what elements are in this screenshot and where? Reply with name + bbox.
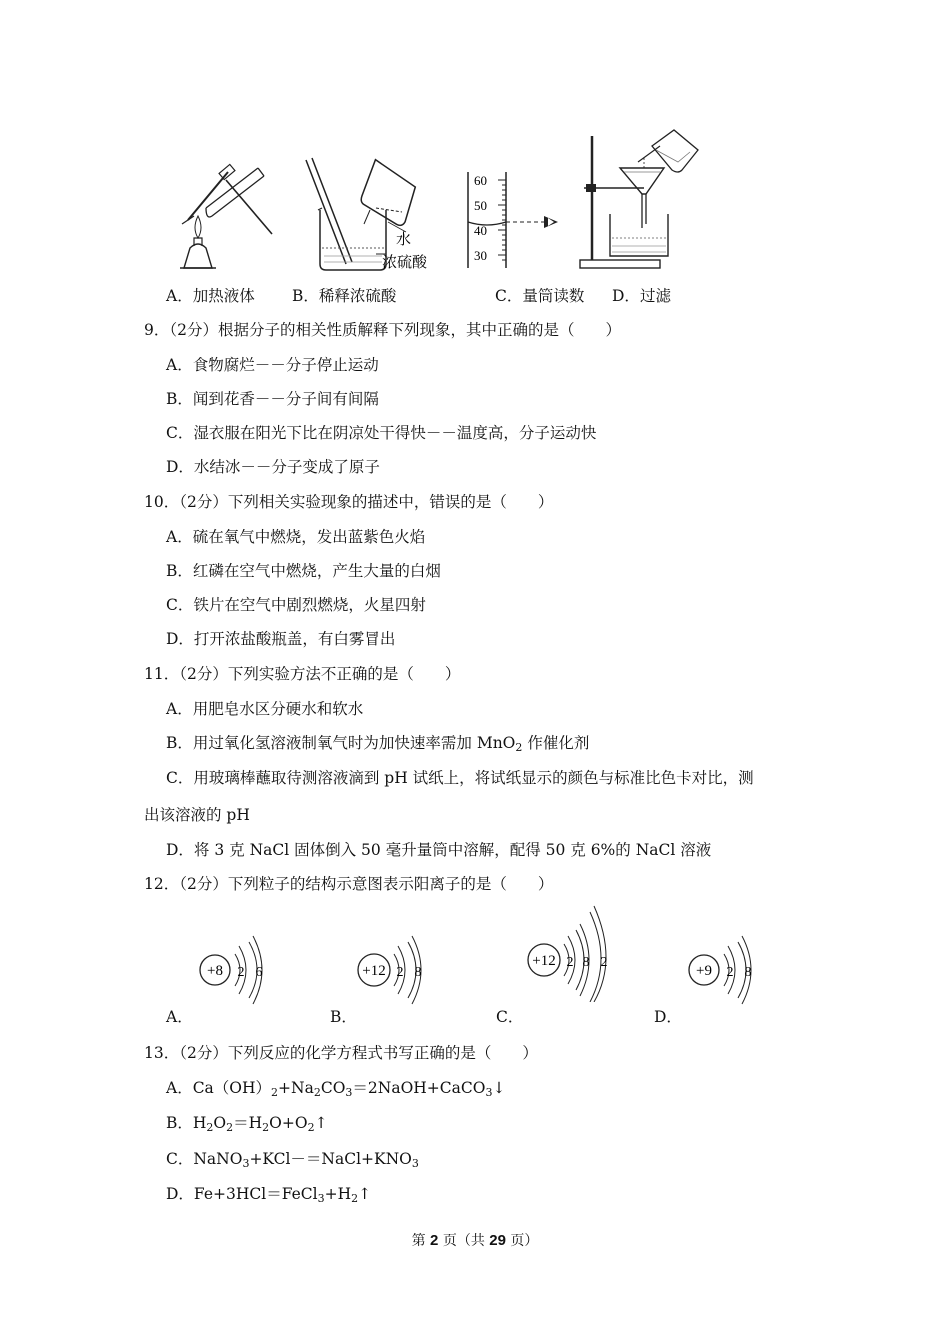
atom-c-shell-2: 8 [582, 955, 590, 970]
atom-b-shell-1: 2 [396, 965, 404, 980]
atom-b-shell-2: 8 [414, 965, 422, 980]
question-13-option-d: D．$Fe+3HCl=FeCl_3+H_2↑$ [166, 1185, 372, 1205]
figure-label-a: A．加热液体 [166, 287, 255, 305]
atom-diagram-a [195, 930, 275, 1010]
q8-figure-c-cylinder-reading [462, 168, 572, 273]
figure-label-d: D．过滤 [612, 287, 671, 305]
cylinder-tick-30: 30 [474, 248, 487, 263]
atom-label-b: B． [330, 1008, 357, 1026]
question-13-option-a: A．$Ca(OH)_2+Na_2CO_3=2NaOH+CaCO_3↓$ [166, 1079, 506, 1099]
question-9-stem: 9．（2分）根据分子的相关性质解释下列现象，其中正确的是（ ） [144, 321, 621, 339]
atom-a-shell-2: 6 [255, 965, 263, 980]
question-10-option-d: D．打开浓盐酸瓶盖，有白雾冒出 [166, 630, 396, 648]
question-9-option-d: D．水结冰－－分子变成了原子 [166, 458, 380, 476]
question-10-option-b: B．红磷在空气中燃烧，产生大量的白烟 [166, 562, 441, 580]
atom-label-a: A． [166, 1008, 193, 1026]
question-11-option-c-line2: 出该溶液的 pH [144, 806, 250, 824]
question-13-option-c: C．$NaNO_3+KCl-=NaCl+KNO_3$ [166, 1150, 419, 1170]
q8-figure-a-heating-liquid [168, 150, 278, 275]
dilution-water-label: 水 [396, 232, 412, 248]
question-10-option-c: C．铁片在空气中剧烈燃烧，火星四射 [166, 596, 426, 614]
atom-c-shell-1: 2 [566, 955, 574, 970]
figure-label-c: C．量筒读数 [495, 287, 585, 305]
question-10-stem: 10．（2分）下列相关实验现象的描述中，错误的是（ ） [144, 493, 554, 511]
figure-label-b: B．稀释浓硫酸 [292, 287, 397, 305]
question-12-stem: 12．（2分）下列粒子的结构示意图表示阳离子的是（ ） [144, 875, 554, 893]
atom-diagram-b [352, 930, 432, 1010]
page-number: 2 [430, 1232, 439, 1249]
cylinder-tick-40: 40 [474, 223, 487, 238]
atom-c-shell-3: 2 [600, 955, 608, 970]
atom-a-nucleus: +8 [207, 963, 223, 979]
question-11-stem: 11．（2分）下列实验方法不正确的是（ ） [144, 665, 461, 683]
atom-a-shell-1: 2 [237, 965, 245, 980]
question-9-option-b: B．闻到花香－－分子间有间隔 [166, 390, 379, 408]
page-total: 29 [489, 1232, 506, 1249]
cylinder-tick-60: 60 [474, 173, 487, 188]
question-10-option-a: A．硫在氧气中燃烧，发出蓝紫色火焰 [166, 528, 426, 546]
atom-diagram-c [522, 902, 622, 1002]
question-13-stem: 13．（2分）下列反应的化学方程式书写正确的是（ ） [144, 1044, 538, 1062]
cylinder-tick-50: 50 [474, 198, 487, 213]
atom-d-shell-1: 2 [726, 965, 734, 980]
question-9-option-a: A．食物腐烂－－分子停止运动 [166, 356, 379, 374]
question-11-option-c-line1: C．用玻璃棒蘸取待测溶液滴到 pH 试纸上，将试纸显示的颜色与标准比色卡对比，测 [166, 769, 754, 787]
q8-figure-d-filtration [574, 128, 704, 273]
atom-label-d: D． [654, 1008, 682, 1026]
page-footer: 第 2 页（共 29 页） [411, 1232, 539, 1249]
question-13-option-b: B．$H_2O_2=H_2O+O_2↑$ [166, 1114, 328, 1134]
atom-label-c: C． [496, 1008, 524, 1026]
question-11-option-a: A．用肥皂水区分硬水和软水 [166, 700, 364, 718]
atom-c-nucleus: +12 [532, 953, 556, 969]
question-11-option-d: D．将 3 克 NaCl 固体倒入 50 毫升量筒中溶解，配得 50 克 6%的 NaCl 溶液 [166, 841, 712, 859]
atom-d-nucleus: +9 [696, 963, 712, 979]
question-9-option-c: C．湿衣服在阳光下比在阴凉处干得快－－温度高，分子运动快 [166, 424, 597, 442]
question-11-option-b: B．用过氧化氢溶液制氧气时为加快速率需加 MnO$_2$ 作催化剂 [166, 734, 590, 754]
atom-b-nucleus: +12 [362, 963, 386, 979]
dilution-acid-label: 浓硫酸 [382, 255, 428, 271]
q8-figure-b-dilution [296, 152, 446, 277]
atom-d-shell-2: 8 [744, 965, 752, 980]
atom-diagram-d [684, 930, 764, 1010]
